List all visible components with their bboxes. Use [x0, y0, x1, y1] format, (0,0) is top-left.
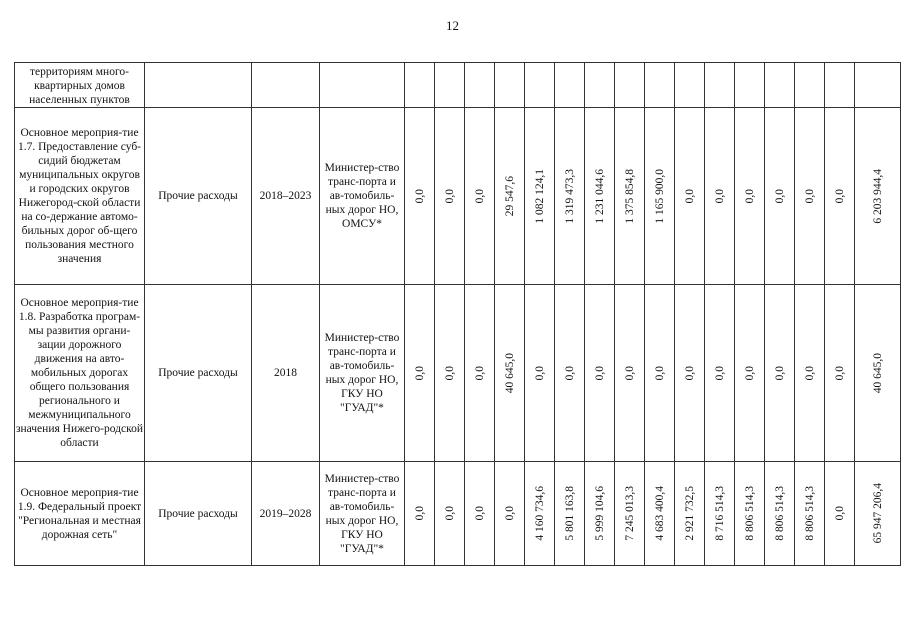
amount-cell [405, 63, 435, 108]
amount-cell [705, 285, 735, 462]
amount-cell [825, 285, 855, 462]
amount-value: 29 547,6 [503, 175, 516, 217]
table-row [15, 108, 901, 285]
amount-cell [435, 63, 465, 108]
amount-cell [735, 63, 765, 108]
amount-value: 0,0 [713, 188, 726, 204]
amount-cell [765, 63, 795, 108]
amount-value: 1 319 473,3 [563, 168, 576, 224]
amount-cell [405, 108, 435, 285]
amount-cell [855, 285, 901, 462]
executor-cell: Министер-ство транс-порта и ав-томобиль-ных дорог НО, ОМСУ* [320, 108, 405, 285]
amount-cell [435, 462, 465, 566]
amount-value: 0,0 [833, 506, 846, 521]
table-row [15, 462, 901, 566]
amount-cell [735, 462, 765, 566]
amount-value: 7 245 013,3 [623, 486, 636, 541]
amount-cell [495, 462, 525, 566]
period-cell: 2019–2028 [252, 462, 320, 566]
amount-cell [645, 108, 675, 285]
amount-cell [465, 285, 495, 462]
amount-value: 0,0 [803, 365, 816, 381]
amount-cell [825, 462, 855, 566]
amount-cell [765, 462, 795, 566]
amount-cell [795, 108, 825, 285]
page-number: 12 [446, 18, 459, 33]
amount-cell [525, 285, 555, 462]
expense-type-cell: Прочие расходы [145, 108, 252, 285]
amount-cell [615, 462, 645, 566]
amount-value: 0,0 [503, 506, 516, 521]
amount-cell [825, 63, 855, 108]
amount-value: 0,0 [773, 188, 786, 204]
amount-cell [855, 108, 901, 285]
amount-value: 8 716 514,3 [713, 486, 726, 541]
amount-value: 6 203 944,4 [871, 168, 884, 224]
amount-value: 0,0 [443, 365, 456, 381]
amount-cell [855, 462, 901, 566]
amount-cell [765, 285, 795, 462]
amount-value: 0,0 [683, 188, 696, 204]
amount-cell [585, 108, 615, 285]
amount-value: 0,0 [803, 188, 816, 204]
amount-cell [855, 63, 901, 108]
amount-cell [555, 285, 585, 462]
amount-value: 0,0 [743, 188, 756, 204]
amount-cell [525, 462, 555, 566]
amount-cell [645, 63, 675, 108]
amount-value: 0,0 [773, 365, 786, 381]
period-cell: 2018–2023 [252, 108, 320, 285]
amount-value: 0,0 [713, 365, 726, 381]
amount-value: 40 645,0 [871, 352, 884, 394]
table-row [15, 63, 901, 108]
amount-cell [495, 285, 525, 462]
amount-cell [405, 285, 435, 462]
amount-cell [555, 108, 585, 285]
amount-cell [525, 108, 555, 285]
amount-cell [645, 285, 675, 462]
amount-value: 0,0 [833, 365, 846, 381]
amount-cell [735, 285, 765, 462]
amount-value: 4 683 400,4 [653, 486, 666, 541]
amount-value: 1 082 124,1 [533, 168, 546, 224]
amount-value: 0,0 [533, 365, 546, 381]
period-cell: 2018 [252, 285, 320, 462]
amount-cell [495, 63, 525, 108]
expense-type-cell: Прочие расходы [145, 462, 252, 566]
amount-value: 0,0 [473, 365, 486, 381]
amount-value: 0,0 [743, 365, 756, 381]
amount-value: 5 999 104,6 [593, 486, 606, 541]
amount-cell [585, 462, 615, 566]
executor-cell: Министер-ство транс-порта и ав-томобиль-ных дорог НО, ГКУ НО "ГУАД"* [320, 285, 405, 462]
amount-value: 0,0 [443, 188, 456, 204]
amount-value: 0,0 [593, 365, 606, 381]
amount-value: 0,0 [443, 506, 456, 521]
amount-value: 0,0 [833, 188, 846, 204]
executor-cell [320, 63, 405, 108]
amount-value: 0,0 [623, 365, 636, 381]
amount-cell [525, 63, 555, 108]
amount-value: 1 165 900,0 [653, 168, 666, 224]
expense-type-cell [145, 63, 252, 108]
measure-name-cell: территориям много-квартирных домов населенных пунктов [15, 63, 145, 108]
amount-cell [795, 63, 825, 108]
amount-cell [735, 108, 765, 285]
amount-cell [705, 63, 735, 108]
amount-value: 0,0 [473, 506, 486, 521]
amount-cell [555, 462, 585, 566]
amount-cell [795, 462, 825, 566]
amount-value: 0,0 [413, 365, 426, 381]
amount-cell [675, 285, 705, 462]
amount-cell [825, 108, 855, 285]
amount-value: 65 947 206,4 [871, 483, 884, 544]
amount-value: 4 160 734,6 [533, 486, 546, 541]
amount-value: 0,0 [413, 506, 426, 521]
amount-cell [615, 63, 645, 108]
amount-cell [645, 462, 675, 566]
amount-cell [765, 108, 795, 285]
amount-cell [675, 63, 705, 108]
table-row [15, 285, 901, 462]
amount-cell [705, 462, 735, 566]
amount-value: 1 231 044,6 [593, 168, 606, 224]
amount-cell [555, 63, 585, 108]
amount-value: 40 645,0 [503, 352, 516, 394]
amount-cell [675, 462, 705, 566]
amount-cell [615, 108, 645, 285]
measure-name-cell: Основное мероприя-тие 1.9. Федеральный проект "Региональная и местная дорожная сеть" [15, 462, 145, 566]
amount-cell [705, 108, 735, 285]
amount-cell [585, 63, 615, 108]
amount-cell [405, 462, 435, 566]
amount-value: 0,0 [683, 365, 696, 381]
amount-cell [465, 63, 495, 108]
amount-value: 0,0 [563, 365, 576, 381]
amount-value: 0,0 [413, 188, 426, 204]
amount-value: 8 806 514,3 [803, 486, 816, 541]
amount-value: 8 806 514,3 [743, 486, 756, 541]
amount-value: 2 921 732,5 [683, 486, 696, 541]
amount-cell [795, 285, 825, 462]
amount-value: 0,0 [653, 365, 666, 381]
amount-value: 8 806 514,3 [773, 486, 786, 541]
measure-name-cell: Основное мероприя-тие 1.7. Предоставление суб-сидий бюджетам муниципальных округов и городских округов Нижегород-ской области на со-держание автомо-бильных дорог об-щего пользования местного значения [15, 108, 145, 285]
amount-cell [435, 285, 465, 462]
amount-cell [435, 108, 465, 285]
amount-value: 1 375 854,8 [623, 168, 636, 224]
measure-name-cell: Основное мероприя-тие 1.8. Разработка програм-мы развития органи-зации дорожного движения на авто-мобильных дорогах общего пользования регионального и межмуниципального значения Нижего-родской области [15, 285, 145, 462]
amount-cell [465, 108, 495, 285]
amount-cell [465, 462, 495, 566]
amount-value: 5 801 163,8 [563, 486, 576, 541]
period-cell [252, 63, 320, 108]
budget-table [14, 62, 901, 566]
amount-value: 0,0 [473, 188, 486, 204]
amount-cell [495, 108, 525, 285]
amount-cell [585, 285, 615, 462]
amount-cell [615, 285, 645, 462]
expense-type-cell: Прочие расходы [145, 285, 252, 462]
amount-cell [675, 108, 705, 285]
executor-cell: Министер-ство транс-порта и ав-томобиль-ных дорог НО, ГКУ НО "ГУАД"* [320, 462, 405, 566]
